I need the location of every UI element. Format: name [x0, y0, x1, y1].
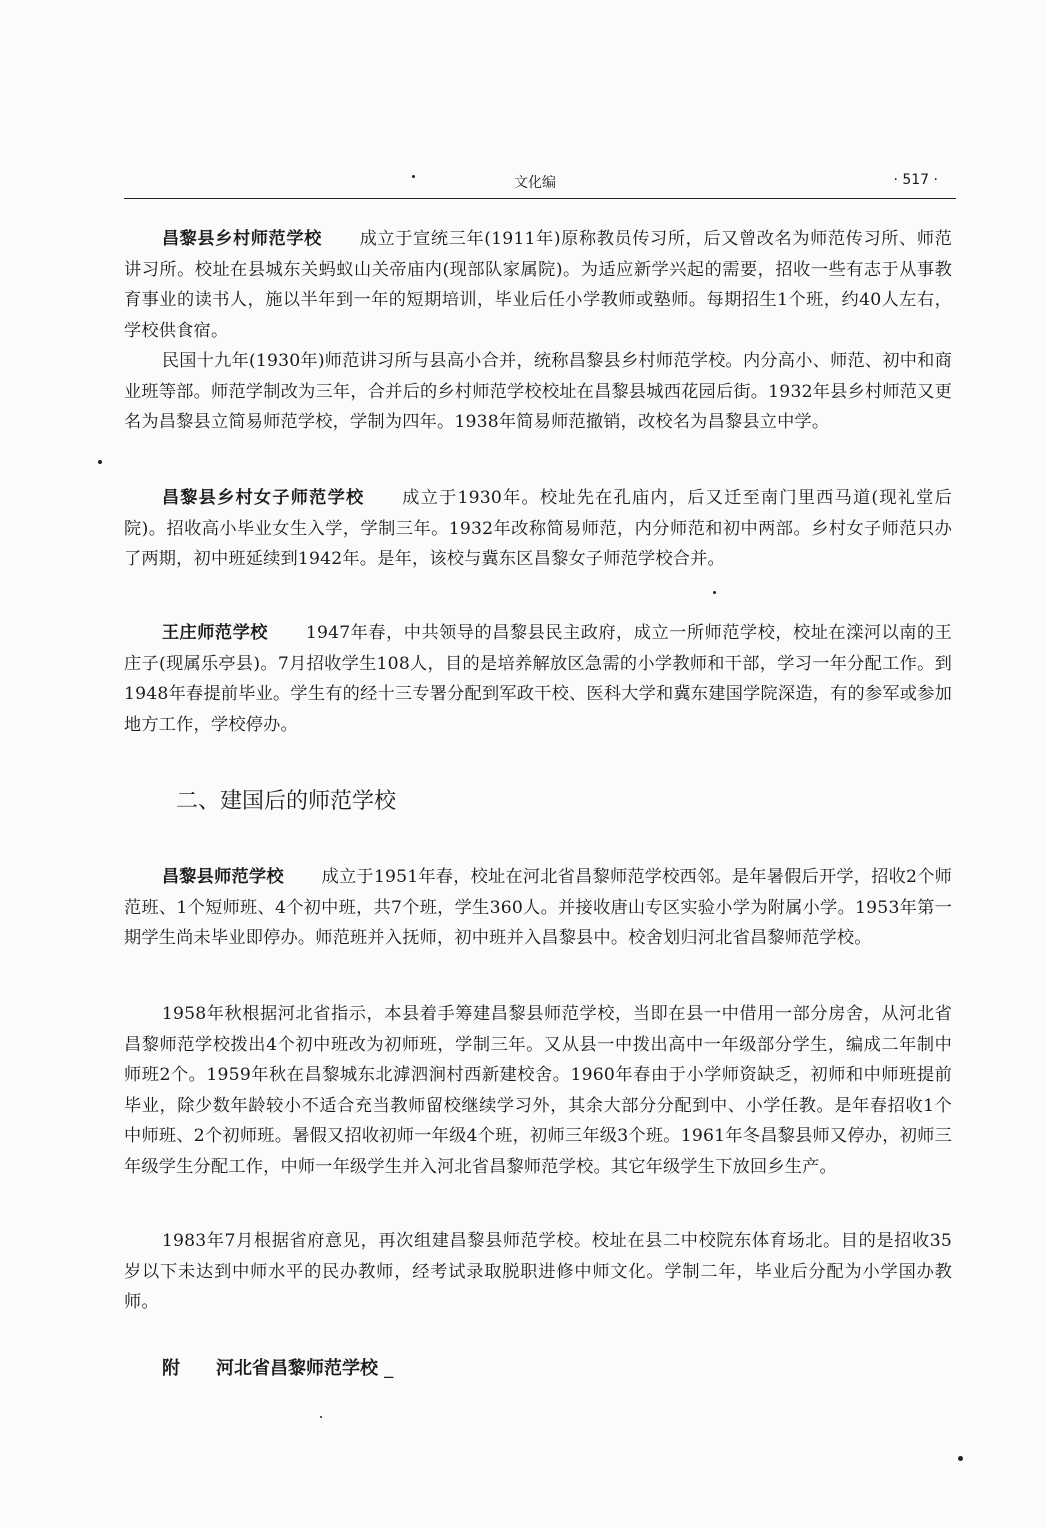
paragraph-text: 1958年秋根据河北省指示，本县着手筹建昌黎县师范学校，当即在县一中借用一部分房舍，从河北省昌黎师范学校拨出4个初中班改为初师班，学制三年。又从县一中拨出高中一年级部分学生，编成二年制中师班2个。1959年秋在昌黎城东北滹泗涧村西新建校舍。1960年春由于小学师资缺乏，初师和中师班提前毕业，除少数年龄较小不适合充当教师留校继续学习外，其余大部分分配到中、小学任教。是年春招收1个中师班、2个初师班。暑假又招收初师一年级4个班，初师三年级3个班。1961年冬昌黎县师又停办，初师三年级学生分配工作，中师一年级学生并入河北省昌黎师范学校。其它年级学生下放回乡生产。	[124, 1004, 952, 1177]
header-rule	[124, 198, 956, 199]
scan-speck	[713, 591, 716, 594]
paragraph-text: 成立于1951年春，校址在河北省昌黎师范学校西邻。是年暑假后开学，招收2个师范班、1个短师班、4个初中班，共7个班，学生360人。并接收唐山专区实验小学为附属小学。1953年第一期学生尚未毕业即停办。师范班并入抚师，初中班并入昌黎县中。校舍划归河北省昌黎师范学校。	[124, 867, 953, 948]
section-title: 文化编	[514, 175, 556, 191]
paragraph-rural-girls-normal	[124, 483, 952, 575]
appendix-tag: 附	[162, 1358, 180, 1379]
paragraph-lead: 昌黎县乡村女子师范学校	[161, 488, 365, 508]
paragraph-1983	[124, 1226, 952, 1318]
paragraph-text: 1983年7月根据省府意见，再次组建昌黎县师范学校。校址在县二中校院东体育场北。目的是招收35岁以下未达到中师水平的民办教师，经考试录取脱职进修中师文化。学制二年，毕业后分配为小学国办教师。	[124, 1231, 952, 1312]
paragraph-text: 成立于1930年。校址先在孔庙内，后又迁至南门里西马道(现礼堂后院)。招收高小毕业女生入学，学制三年。1932年改称简易师范，内分师范和初中两部。乡村女子师范只办了两期，初中班延续到1942年。是年，该校与冀东区昌黎女子师范学校合并。	[124, 488, 952, 569]
paragraph-lead: 王庄师范学校	[161, 623, 268, 643]
paragraph-lead: 昌黎县师范学校	[161, 867, 284, 887]
paragraph-changli-county-normal	[124, 862, 952, 954]
scan-speck	[958, 1456, 963, 1461]
paragraph-1930-merger	[124, 346, 952, 438]
paragraph-changli-rural-normal	[124, 224, 952, 346]
running-header	[124, 170, 952, 194]
appendix-heading: 附 河北省昌黎师范学校 _	[162, 1358, 394, 1379]
paragraph-text: 民国十九年(1930年)师范讲习所与县高小合并，统称昌黎县乡村师范学校。内分高小、师范、初中和商业班等部。师范学制改为三年，合并后的乡村师范学校校址在昌黎县城西花园后街。1932年县乡村师范又更名为昌黎县立简易师范学校，学制为四年。1938年简易师范撤销，改校名为昌黎县立中学。	[124, 351, 952, 432]
paragraph-1958	[124, 999, 952, 1182]
page-number: · 517 ·	[893, 172, 938, 188]
scan-speck	[320, 1416, 322, 1418]
scan-speck	[98, 460, 102, 464]
scan-speck	[412, 175, 415, 178]
paragraph-lead: 昌黎县乡村师范学校	[161, 229, 322, 249]
paragraph-text: 成立于宣统三年(1911年)原称教员传习所，后又曾改名为师范传习所、师范讲习所。校址在县城东关蚂蚁山关帝庙内(现部队家属院)。为适应新学兴起的需要，招收一些有志于从事教育事业的读书人，施以半年到一年的短期培训，毕业后任小学教师或塾师。每期招生1个班，约40人左右，学校供食宿。	[124, 229, 952, 341]
paragraph-wangzhuang-normal	[124, 618, 952, 740]
section-heading: 二、建国后的师范学校	[176, 789, 397, 814]
paragraph-text: 1947年春，中共领导的昌黎县民主政府，成立一所师范学校，校址在滦河以南的王庄子(现属乐亭县)。7月招收学生108人，目的是培养解放区急需的小学教师和干部，学习一年分配工作。到1948年春提前毕业。学生有的经十三专署分配到军政干校、医科大学和冀东建国学院深造，有的参军或参加地方工作，学校停办。	[124, 623, 952, 735]
appendix-title: 河北省昌黎师范学校	[216, 1358, 378, 1379]
